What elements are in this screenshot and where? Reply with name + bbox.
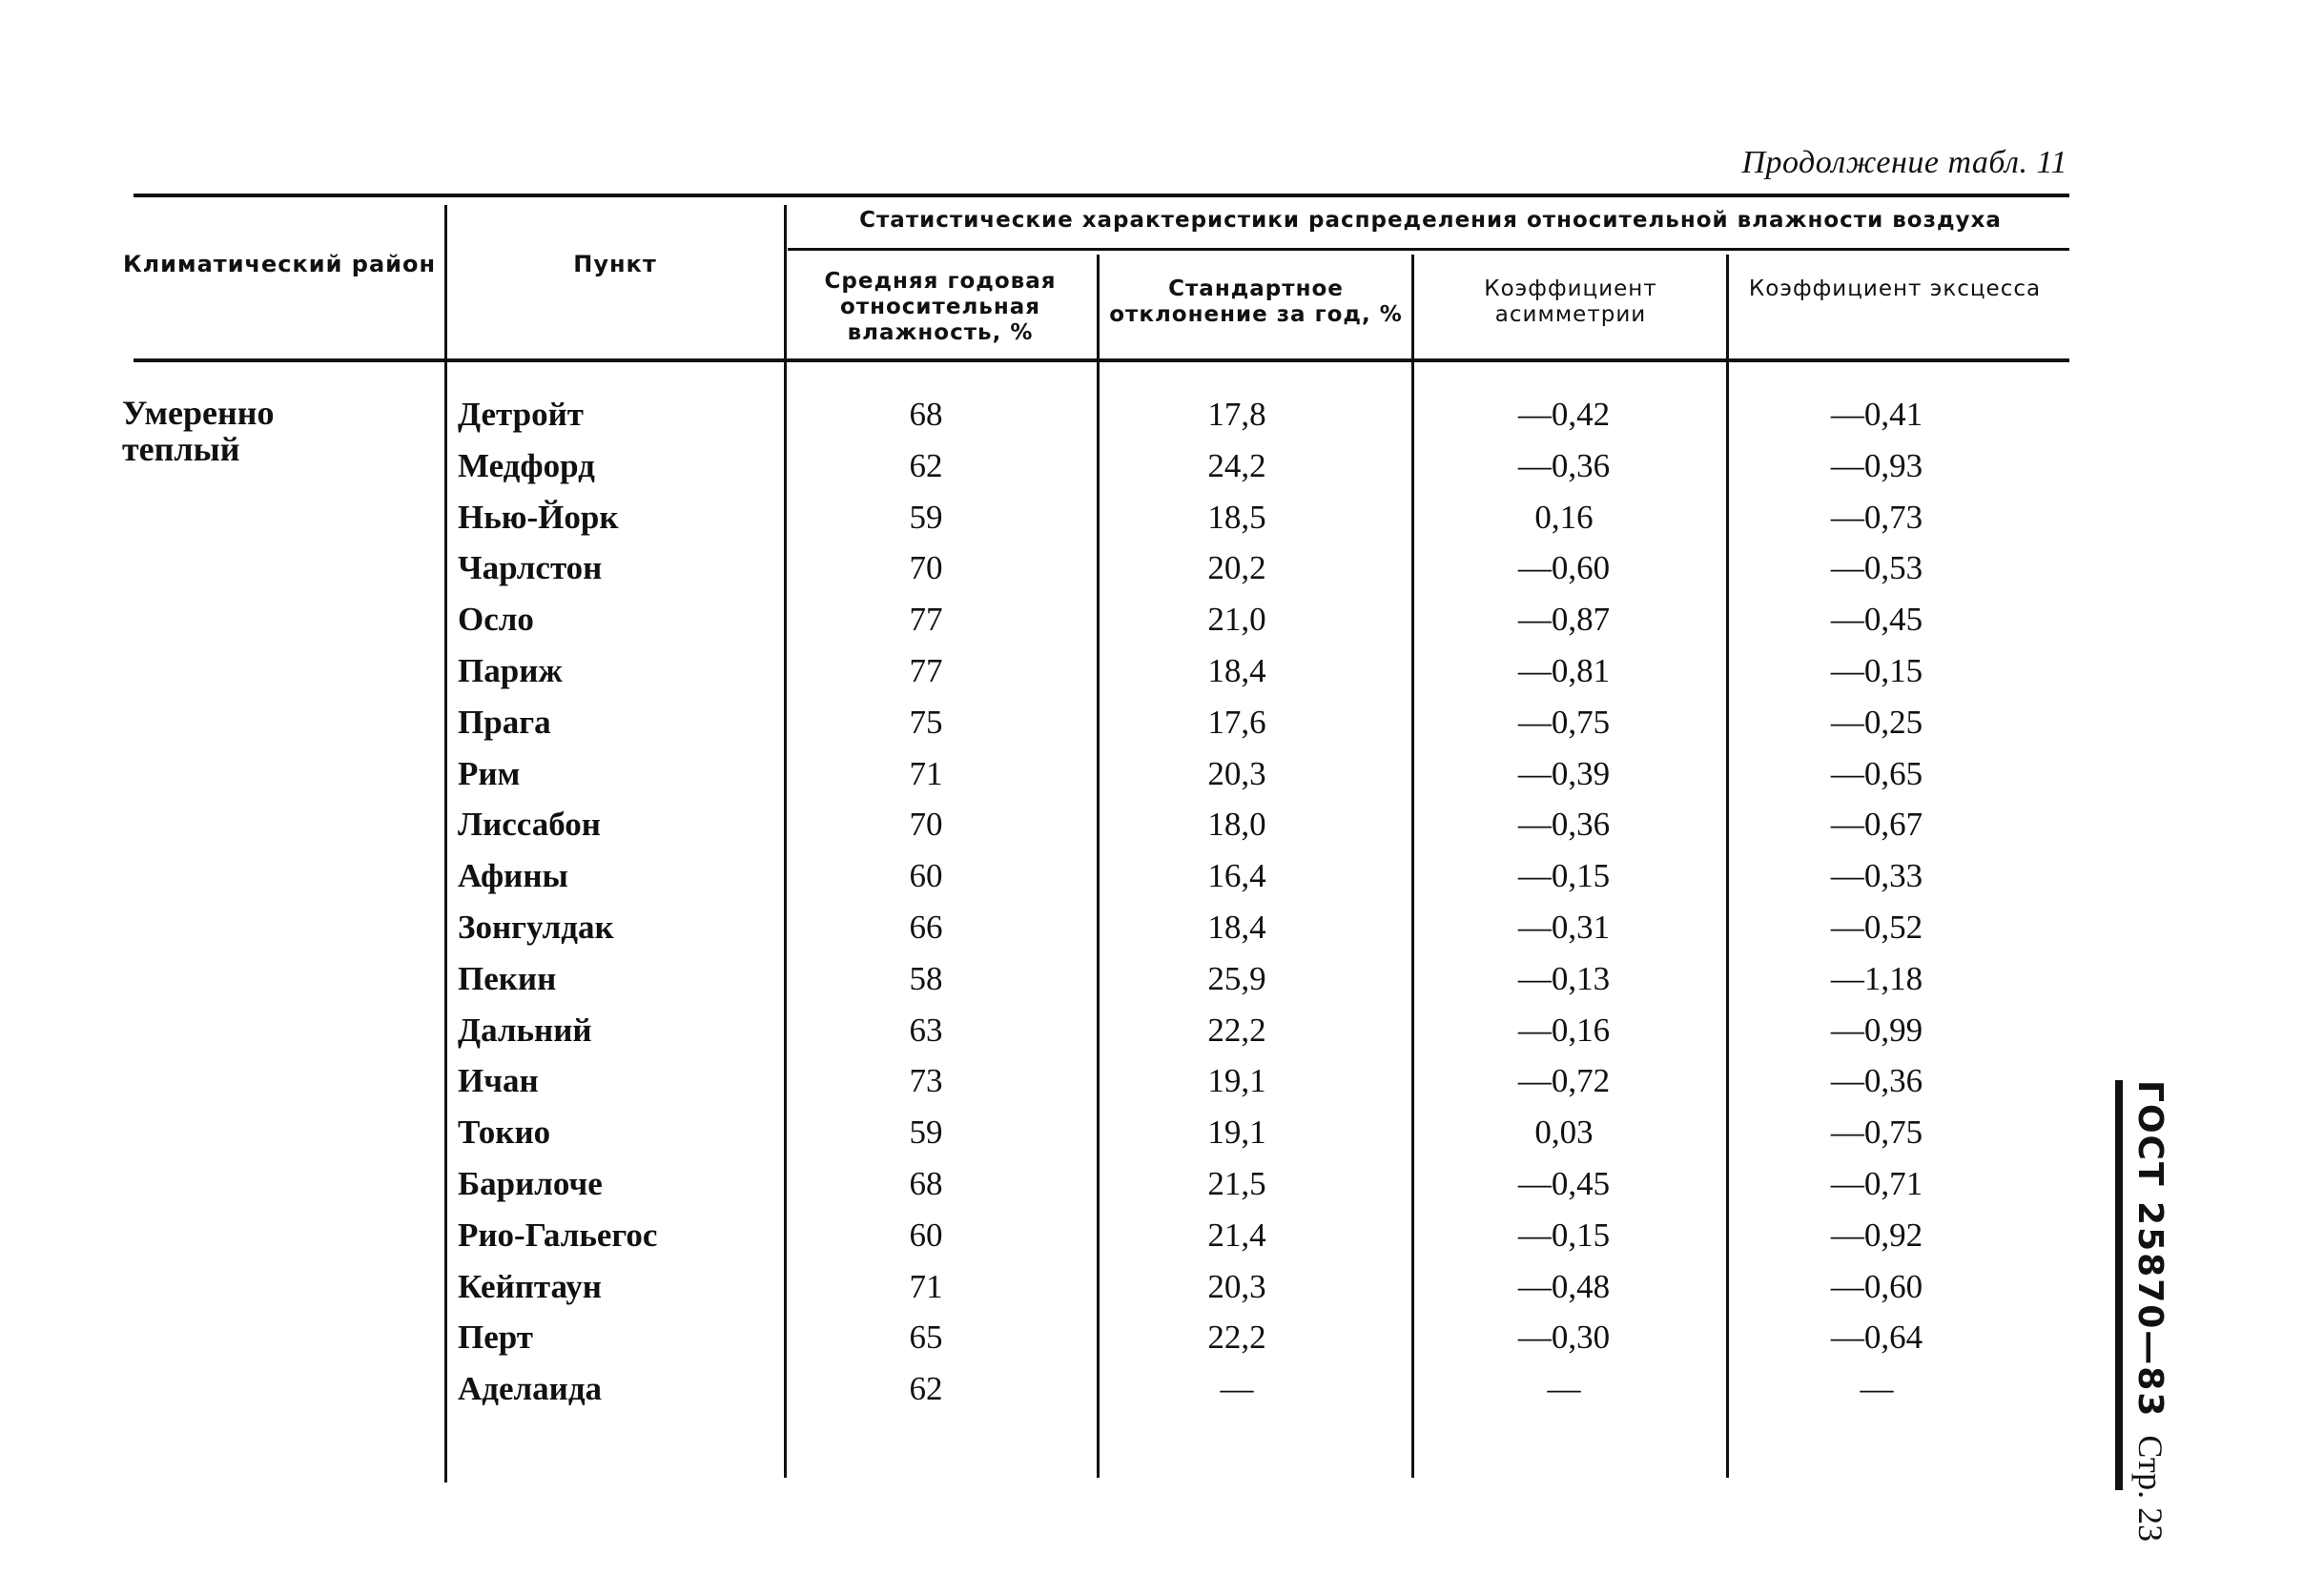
point-name: Чарлстон [458, 549, 603, 587]
point-name: Ичан [458, 1062, 539, 1100]
excess-coef: —0,15 [1830, 652, 1923, 689]
table-row [0, 850, 2324, 902]
table-row [0, 1158, 2324, 1210]
asymmetry-coef: —0,81 [1517, 652, 1611, 689]
point-name: Рим [458, 754, 521, 792]
mean-humidity: 77 [909, 652, 943, 689]
asymmetry-coef: —0,72 [1517, 1062, 1611, 1100]
asymmetry-coef: —0,39 [1517, 754, 1611, 792]
header-std: Стандартное отклонение за год, % [1109, 276, 1403, 327]
excess-coef: —0,25 [1830, 703, 1923, 741]
std-deviation: 16,4 [1207, 857, 1266, 895]
asymmetry-coef: —0,15 [1517, 1216, 1611, 1254]
point-name: Барилоче [458, 1165, 603, 1202]
side-running-header [2129, 1080, 2171, 1543]
header-region: Климатический район [122, 251, 437, 277]
asymmetry-coef: —0,48 [1517, 1267, 1611, 1305]
table-top-rule [134, 194, 2069, 197]
table-row [0, 1005, 2324, 1056]
asymmetry-coef: —0,87 [1517, 601, 1611, 639]
table-row [0, 1210, 2324, 1261]
mean-humidity: 59 [909, 1114, 943, 1152]
page-number: Стр. 23 [2131, 1435, 2170, 1543]
point-name: Осло [458, 601, 534, 639]
table-row [0, 697, 2324, 748]
mean-humidity: 59 [909, 498, 943, 536]
table-row [0, 953, 2324, 1005]
table-row [0, 1363, 2324, 1415]
asymmetry-coef: 0,16 [1534, 498, 1594, 536]
asymmetry-coef: —0,16 [1517, 1011, 1611, 1049]
table-row [0, 1261, 2324, 1313]
std-deviation: 18,5 [1207, 498, 1266, 536]
std-deviation: 19,1 [1207, 1062, 1266, 1100]
mean-humidity: 71 [909, 754, 943, 792]
excess-coef: —0,41 [1830, 396, 1923, 433]
point-name: Медфорд [458, 446, 595, 484]
mean-humidity: 70 [909, 806, 943, 844]
asymmetry-coef: —0,60 [1517, 549, 1611, 587]
point-name: Лиссабон [458, 806, 601, 844]
table-row [0, 440, 2324, 492]
excess-coef: —0,36 [1830, 1062, 1923, 1100]
std-deviation: 20,2 [1207, 549, 1266, 587]
header-mean: Средняя годовая относительная влажность, % [824, 269, 1057, 345]
mean-humidity: 75 [909, 703, 943, 741]
point-name: Дальний [458, 1011, 592, 1049]
table-row [0, 902, 2324, 953]
asymmetry-coef: —0,30 [1517, 1319, 1611, 1357]
point-name: Токио [458, 1114, 551, 1152]
mean-humidity: 70 [909, 549, 943, 587]
excess-coef: — [1860, 1370, 1894, 1408]
excess-coef: —0,60 [1830, 1267, 1923, 1305]
mean-humidity: 65 [909, 1319, 943, 1357]
point-name: Прага [458, 703, 551, 741]
table-row [0, 492, 2324, 543]
header-exc: Коэффициент эксцесса [1748, 276, 2042, 301]
header-point: Пункт [573, 251, 657, 277]
mean-humidity: 60 [909, 857, 943, 895]
point-name: Нью-Йорк [458, 498, 619, 536]
std-deviation: 22,2 [1207, 1319, 1266, 1357]
point-name: Детройт [458, 396, 584, 433]
asymmetry-coef: —0,15 [1517, 857, 1611, 895]
excess-coef: —0,71 [1830, 1165, 1923, 1202]
mean-humidity: 62 [909, 1370, 943, 1408]
std-deviation: 20,3 [1207, 1267, 1266, 1305]
table-row [0, 1055, 2324, 1107]
asymmetry-coef: —0,45 [1517, 1165, 1611, 1202]
mean-humidity: 58 [909, 959, 943, 997]
point-name: Рио-Гальегос [458, 1216, 658, 1254]
asymmetry-coef: — [1547, 1370, 1581, 1408]
excess-coef: —1,18 [1830, 959, 1923, 997]
mean-humidity: 60 [909, 1216, 943, 1254]
table-row [0, 1312, 2324, 1363]
table-caption: Продолжение табл. 11 [1741, 145, 2067, 180]
point-name: Перт [458, 1319, 533, 1357]
side-rule [2115, 1080, 2123, 1490]
table-row [0, 748, 2324, 800]
mean-humidity: 73 [909, 1062, 943, 1100]
std-deviation: 18,4 [1207, 909, 1266, 946]
header-bottom-rule [134, 358, 2069, 362]
std-deviation: 21,4 [1207, 1216, 1266, 1254]
excess-coef: —0,92 [1830, 1216, 1923, 1254]
std-deviation: 24,2 [1207, 446, 1266, 484]
table-row [0, 542, 2324, 594]
std-deviation: 21,0 [1207, 601, 1266, 639]
asymmetry-coef: —0,36 [1517, 806, 1611, 844]
std-deviation: 17,6 [1207, 703, 1266, 741]
std-deviation: 20,3 [1207, 754, 1266, 792]
std-deviation: 19,1 [1207, 1114, 1266, 1152]
excess-coef: —0,73 [1830, 498, 1923, 536]
excess-coef: —0,64 [1830, 1319, 1923, 1357]
table-row [0, 1107, 2324, 1158]
mean-humidity: 68 [909, 396, 943, 433]
table-row [0, 389, 2324, 440]
excess-coef: —0,93 [1830, 446, 1923, 484]
table-row [0, 645, 2324, 697]
asymmetry-coef: 0,03 [1534, 1114, 1594, 1152]
point-name: Кейптаун [458, 1267, 602, 1305]
table-row [0, 594, 2324, 645]
std-deviation: 22,2 [1207, 1011, 1266, 1049]
table-row [0, 799, 2324, 850]
std-deviation: — [1220, 1370, 1254, 1408]
excess-coef: —0,75 [1830, 1114, 1923, 1152]
std-deviation: 18,4 [1207, 652, 1266, 689]
asymmetry-coef: —0,42 [1517, 396, 1611, 433]
excess-coef: —0,33 [1830, 857, 1923, 895]
excess-coef: —0,45 [1830, 601, 1923, 639]
header-asym: Коэффициент асимметрии [1484, 276, 1657, 327]
std-deviation: 21,5 [1207, 1165, 1266, 1202]
header-group: Статистические характеристики распределения относительной влажности воздуха [859, 208, 2002, 233]
mean-humidity: 71 [909, 1267, 943, 1305]
excess-coef: —0,99 [1830, 1011, 1923, 1049]
excess-coef: —0,65 [1830, 754, 1923, 792]
asymmetry-coef: —0,13 [1517, 959, 1611, 997]
climate-region: Умеренно теплый [122, 394, 275, 468]
point-name: Зонгулдак [458, 909, 614, 946]
point-name: Париж [458, 652, 563, 689]
group-header-rule [788, 248, 2069, 251]
asymmetry-coef: —0,31 [1517, 909, 1611, 946]
excess-coef: —0,53 [1830, 549, 1923, 587]
mean-humidity: 63 [909, 1011, 943, 1049]
std-deviation: 18,0 [1207, 806, 1266, 844]
point-name: Пекин [458, 959, 557, 997]
std-deviation: 17,8 [1207, 396, 1266, 433]
std-deviation: 25,9 [1207, 959, 1266, 997]
gost-number: ГОСТ 25870—83 [2130, 1080, 2170, 1419]
mean-humidity: 62 [909, 446, 943, 484]
asymmetry-coef: —0,75 [1517, 703, 1611, 741]
point-name: Аделаида [458, 1370, 603, 1408]
mean-humidity: 77 [909, 601, 943, 639]
asymmetry-coef: —0,36 [1517, 446, 1611, 484]
mean-humidity: 68 [909, 1165, 943, 1202]
excess-coef: —0,52 [1830, 909, 1923, 946]
excess-coef: —0,67 [1830, 806, 1923, 844]
point-name: Афины [458, 857, 568, 895]
mean-humidity: 66 [909, 909, 943, 946]
